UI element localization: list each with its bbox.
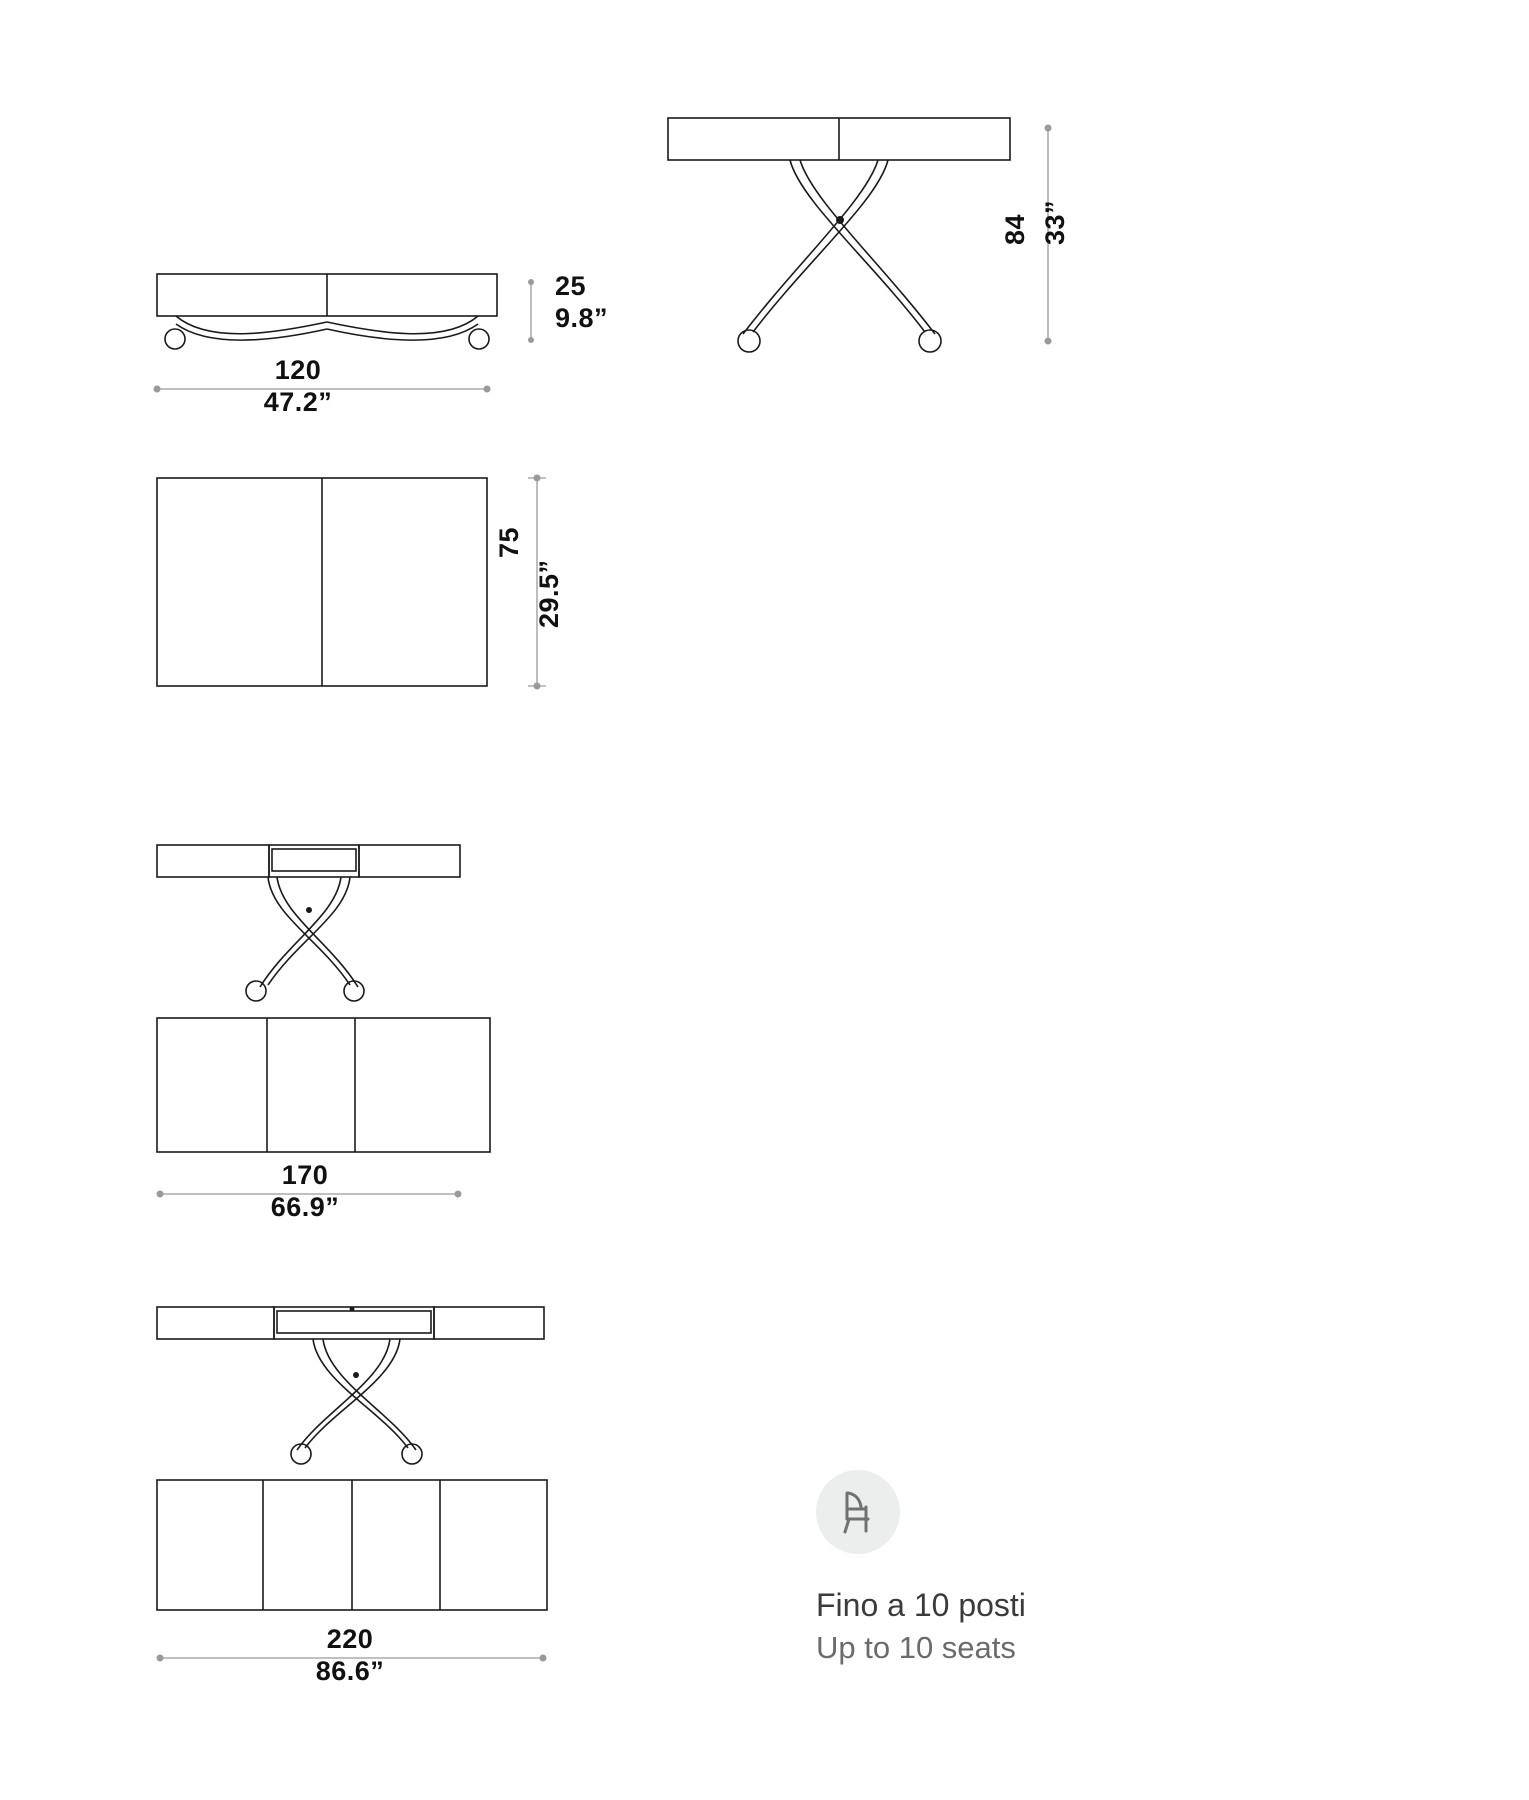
seating-capacity-text xyxy=(816,1584,1236,1669)
dimension-label-depth-75 xyxy=(494,527,526,558)
seating-capacity-italian: Fino a 10 posti xyxy=(816,1587,1026,1623)
dimension-value-120-metric: 120 xyxy=(274,355,322,385)
dimension-label-height-25 xyxy=(555,271,608,335)
dimension-value-170-imperial: 66.9” xyxy=(270,1191,340,1222)
dimension-label-width-220 xyxy=(316,1624,385,1688)
chair-icon xyxy=(835,1487,881,1537)
view-extended-170-front xyxy=(157,845,460,1001)
dimension-value-84-metric: 84 xyxy=(1000,213,1030,245)
dimension-value-220-imperial: 86.6” xyxy=(315,1655,385,1686)
dimension-label-height-84 xyxy=(1000,214,1032,245)
chair-icon-badge xyxy=(816,1470,900,1554)
dimension-value-75-metric: 75 xyxy=(494,526,524,558)
dimension-value-220-metric: 220 xyxy=(326,1624,374,1654)
dimension-height-25 xyxy=(528,279,534,343)
dimension-value-25-metric: 25 xyxy=(555,271,587,301)
dimension-value-75-imperial: 29.5” xyxy=(534,559,564,628)
view-raised-front xyxy=(668,118,1010,352)
dimension-value-170-metric: 170 xyxy=(281,1160,329,1190)
view-extended-220-front xyxy=(157,1307,544,1464)
view-extended-170-top xyxy=(157,1018,490,1152)
seating-capacity-english: Up to 10 seats xyxy=(816,1630,1016,1666)
view-closed-front xyxy=(157,274,497,349)
view-closed-top xyxy=(157,478,487,686)
dimension-label-depth-29in xyxy=(534,559,566,628)
dimension-label-width-170 xyxy=(271,1160,340,1224)
dimension-value-84-imperial: 33” xyxy=(1040,199,1070,245)
dimension-value-120-imperial: 47.2” xyxy=(263,386,333,417)
dimension-label-height-33in xyxy=(1040,200,1072,245)
dimension-value-25-imperial: 9.8” xyxy=(555,302,609,333)
seating-capacity-block xyxy=(816,1470,1236,1669)
dimension-label-width-120 xyxy=(264,355,333,419)
view-extended-220-top xyxy=(157,1480,547,1610)
